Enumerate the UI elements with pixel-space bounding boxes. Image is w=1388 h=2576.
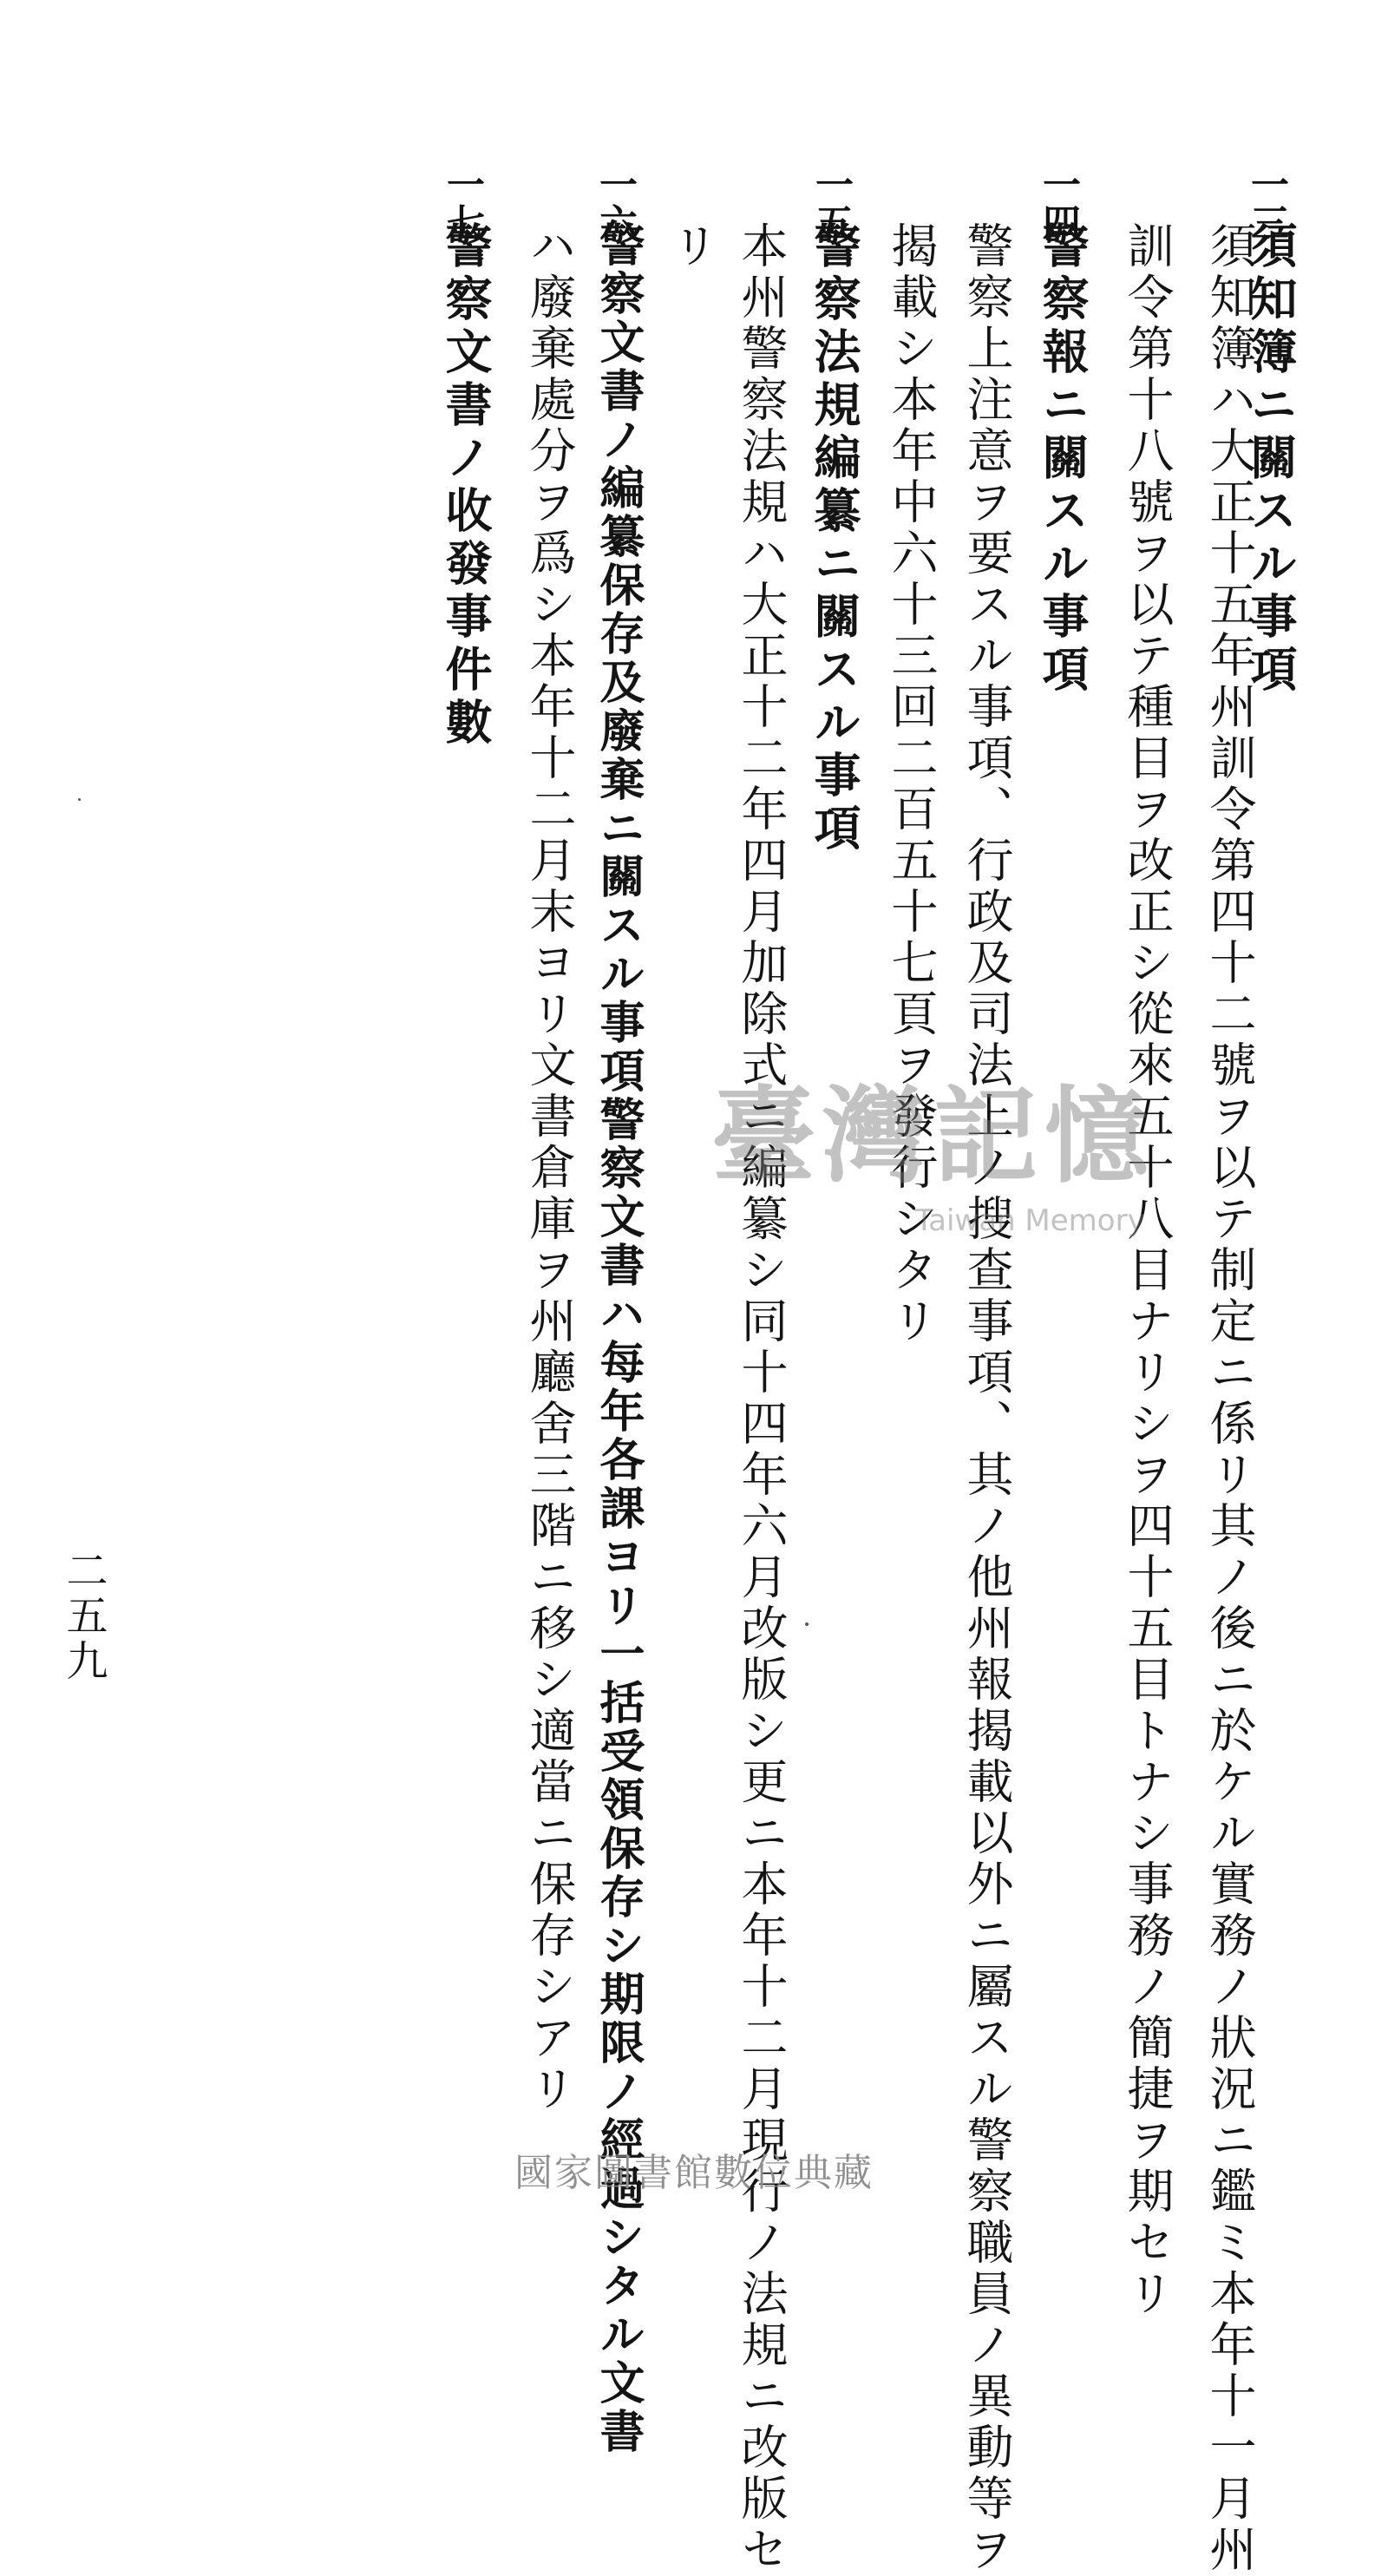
- page-number: 二五九: [59, 1549, 108, 1684]
- item-14-heading: 警察報ニ關スル事項: [1035, 221, 1090, 698]
- item-14-number: 一四: [1036, 165, 1080, 241]
- item-16-number: 一六: [593, 165, 637, 241]
- item-14-body-line-2: 揭載シ本年中六十三回二百五十七頁ヲ發行シタリ: [884, 221, 939, 1347]
- item-13-body-line-1: 須知簿ハ大正十五年州訓令第四十二號ヲ以テ制定ニ係リ其ノ後ニ於ケル實務ノ狀況ニ鑑ミ本年十一月州: [1202, 221, 1257, 2576]
- item-13-number: 一三: [1244, 165, 1288, 241]
- item-15-heading: 警察法規編纂ニ關スル事項: [807, 221, 862, 856]
- watermark: [711, 1075, 1162, 1249]
- item-14-body-line-1: 警察上注意ヲ要スル事項、行政及司法上ノ搜查事項、其ノ他州報揭載以外ニ屬スル警察職員ノ異動等ヲ: [959, 221, 1014, 2576]
- watermark-subtitle: Taiwan Memory: [915, 1203, 1145, 1238]
- watermark-logo-text: 臺灣記憶: [711, 1075, 1156, 1197]
- scan-speck: [805, 1622, 809, 1626]
- item-16-body-line-1: ハ廢棄處分ヲ爲シ本年十二月末ヨリ文書倉庫ヲ州廳舍三階ニ移シ適當ニ保存シアリ: [522, 221, 577, 2115]
- item-13-heading: 須知簿ニ關スル事項: [1243, 221, 1299, 698]
- item-15-body-line-2: リ: [665, 221, 719, 272]
- item-16-heading: 警察文書ノ編纂保存及廢棄ニ關スル事項警察文書ハ每年各課ヨリ一括受領保存シ期限ノ經過シタル文書: [592, 221, 645, 2456]
- scan-speck: [78, 798, 81, 801]
- item-15-number: 一五: [809, 165, 853, 241]
- item-15-body-line-1: 本州警察法規ハ大正十二年四月加除式ニ編纂シ同十四年六月改版シ更ニ本年十二月現行ノ法規ニ改版セ: [734, 221, 789, 2576]
- item-17-number: 一七: [440, 165, 484, 241]
- item-13-body-line-2: 訓令第十八號ヲ以テ種目ヲ改正シ從來五十八目ナリシヲ四十五目トナシ事務ノ簡捷ヲ期セリ: [1120, 221, 1175, 2320]
- item-17-heading: 警察文書ノ收發事件數: [438, 221, 494, 751]
- footer-source-label: 國家圖書館數位典藏: [514, 2151, 874, 2195]
